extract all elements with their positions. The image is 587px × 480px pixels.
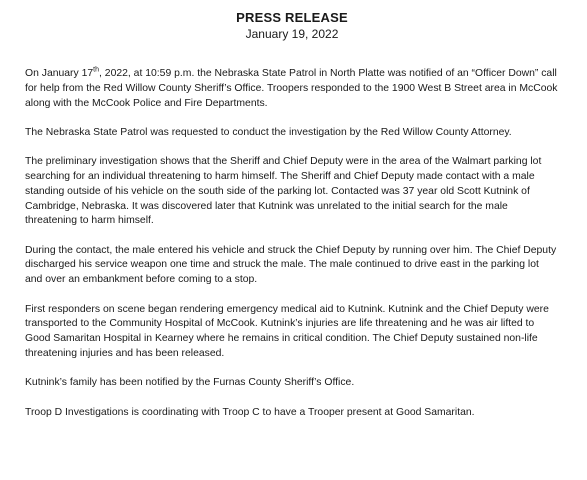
release-date: January 19, 2022	[245, 27, 339, 41]
paragraph-coordination: Troop D Investigations is coordinating with Troop C to have a Trooper present at Good Samaritan.	[25, 406, 475, 418]
document-title: PRESS RELEASE	[236, 10, 348, 25]
paragraph-contact: During the contact, the male entered his vehicle and struck the Chief Deputy by running over him. The Chief Deputy discharged his service weapon one time and struck the male. The male continued to drive east in the parking lot and over an embankment before coming to a stop.	[25, 244, 557, 286]
paragraph-incident-lead: On January 17	[25, 68, 94, 79]
paragraph-incident	[25, 67, 559, 111]
ordinal-suffix: th	[93, 66, 100, 74]
paragraph-incident-rest: , 2022, at 10:59 p.m. the Nebraska State Patrol in North Platte was notified of an “Officer Down” call for help from the Red Willow County Sheriff’s Office. Troopers responded to the 1900 West B Street area in McCook along with the McCook Police and Fire Departments.	[25, 68, 558, 109]
paragraph-investigation-request: The Nebraska State Patrol was requested to conduct the investigation by the Red Willow County Attorney.	[25, 126, 512, 138]
body-text	[25, 67, 559, 420]
paragraph-preliminary-investigation: The preliminary investigation shows that the Sheriff and Chief Deputy were in the area of the Walmart parking lot searching for an individual threatening to harm himself. The Sheriff and Chief Deputy made contact with a male standing outside of his vehicle on the south side of the parking lot. Contacted was 37 year old Scott Kutnink of Cambridge, Nebraska. It was discovered later that Kutnink was unrelated to the initial search for the male threatening to harm himself.	[25, 156, 542, 227]
paragraph-family-notified: Kutnink’s family has been notified by the Furnas County Sheriff’s Office.	[25, 377, 355, 389]
paragraph-first-responders: First responders on scene began rendering emergency medical aid to Kutnink. Kutnink and the Chief Deputy were transported to the Community Hospital of McCook. Kutnink’s injuries are life threatening and he was air lifted to Good Samaritan Hospital in Kearney where he remains in critical condition. The Chief Deputy sustained non-life threatening injuries and has been released.	[25, 303, 549, 359]
